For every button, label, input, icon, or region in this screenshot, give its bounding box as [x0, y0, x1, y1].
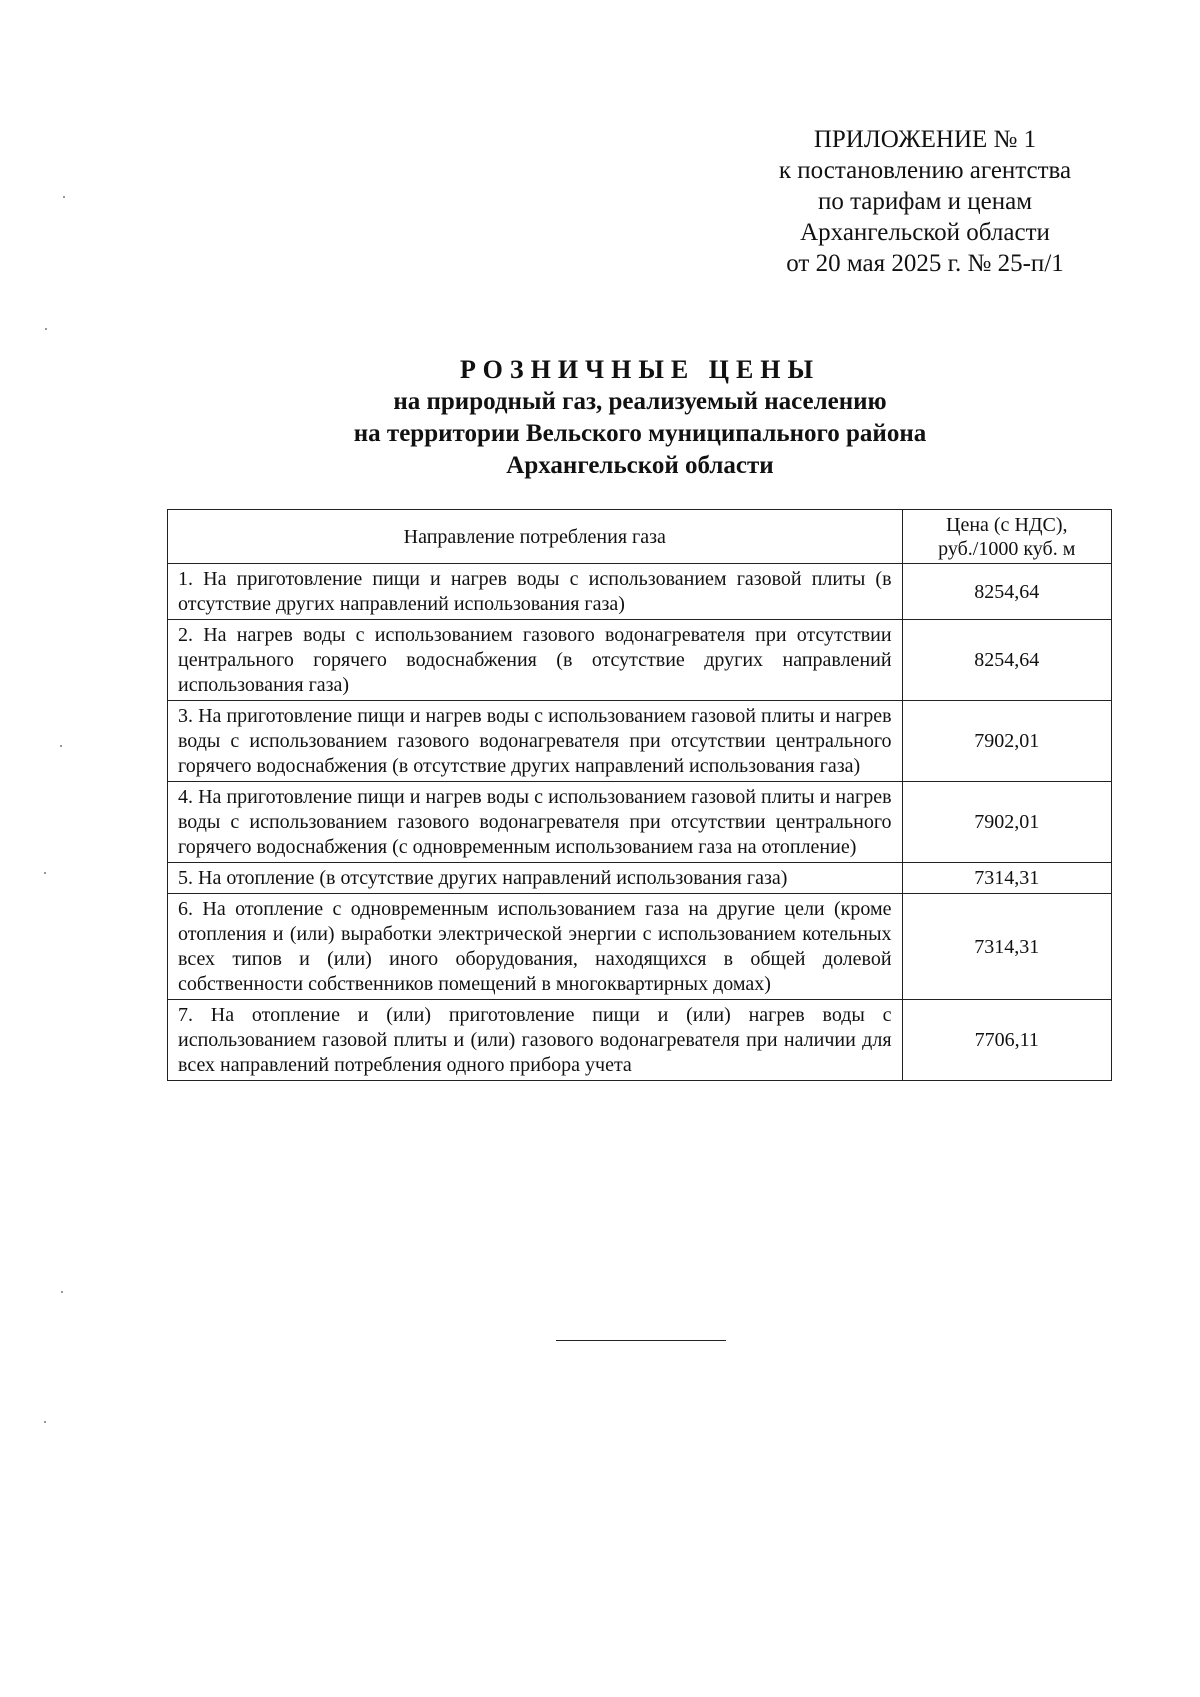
scan-speck [45, 328, 47, 330]
scan-speck [63, 196, 65, 198]
cell-price: 7314,31 [902, 863, 1111, 894]
table-row [168, 701, 1112, 782]
cell-price: 7706,11 [902, 1000, 1111, 1081]
table-row [168, 1000, 1112, 1081]
table-row [168, 620, 1112, 701]
table-row [168, 782, 1112, 863]
header-price: Цена (с НДС), руб./1000 куб. м [902, 510, 1111, 564]
scan-speck [44, 872, 46, 874]
scan-speck [44, 1421, 46, 1423]
appendix-number: ПРИЛОЖЕНИЕ № 1 [813, 126, 1037, 153]
scan-speck [61, 1291, 63, 1293]
table-row [168, 894, 1112, 1000]
table-row [168, 863, 1112, 894]
cell-direction: 3. На приготовление пищи и нагрев воды с использованием газовой плиты и нагрев воды с использованием газового водонагревателя при отсутствии центрального горячего водоснабжения (в отсутствие других направлений использования газа) [168, 701, 903, 782]
appendix-ref-line: по тарифам и ценам [817, 188, 1033, 215]
cell-price: 7314,31 [902, 894, 1111, 1000]
title-main: РОЗНИЧНЫЕ ЦЕНЫ [459, 355, 821, 384]
title-subline: Архангельской области [506, 452, 774, 479]
appendix-date-line: от 20 мая 2025 г. № 25-п/1 [786, 250, 1064, 277]
appendix-ref-line: к постановлению агентства [778, 157, 1072, 184]
scan-speck [60, 745, 62, 747]
cell-direction: 7. На отопление и (или) приготовление пищи и (или) нагрев воды с использованием газовой плиты и (или) газового водонагревателя при наличии для всех направлений потребления одного прибора учета [168, 1000, 903, 1081]
document-title [170, 354, 1110, 482]
title-subline: на территории Вельского муниципального района [353, 420, 927, 447]
cell-price: 7902,01 [902, 701, 1111, 782]
cell-direction: 4. На приготовление пищи и нагрев воды с использованием газовой плиты и нагрев воды с использованием газового водонагревателя при отсутствии центрального горячего водоснабжения (с одновременным использованием газа на отопление) [168, 782, 903, 863]
table-header-row [168, 510, 1112, 564]
cell-direction: 2. На нагрев воды с использованием газового водонагревателя при отсутствии центрального горячего водоснабжения (в отсутствие других направлений использования газа) [168, 620, 903, 701]
cell-price: 8254,64 [902, 564, 1111, 620]
header-direction: Направление потребления газа [168, 510, 903, 564]
cell-direction: 5. На отопление (в отсутствие других направлений использования газа) [168, 863, 903, 894]
cell-price: 8254,64 [902, 620, 1111, 701]
cell-direction: 1. На приготовление пищи и нагрев воды с использованием газовой плиты (в отсутствие других направлений использования газа) [168, 564, 903, 620]
appendix-header [740, 124, 1110, 279]
cell-price: 7902,01 [902, 782, 1111, 863]
table-row [168, 564, 1112, 620]
title-subline: на природный газ, реализуемый населению [393, 388, 887, 415]
price-table [167, 509, 1112, 1081]
cell-direction: 6. На отопление с одновременным использованием газа на другие цели (кроме отопления и (или) выработки электрической энергии с использованием котельных всех типов и (или) иного оборудования, находящихся в общей долевой собственности собственников помещений в многоквартирных домах) [168, 894, 903, 1000]
end-divider [556, 1340, 726, 1341]
appendix-ref-line: Архангельской области [800, 219, 1050, 246]
